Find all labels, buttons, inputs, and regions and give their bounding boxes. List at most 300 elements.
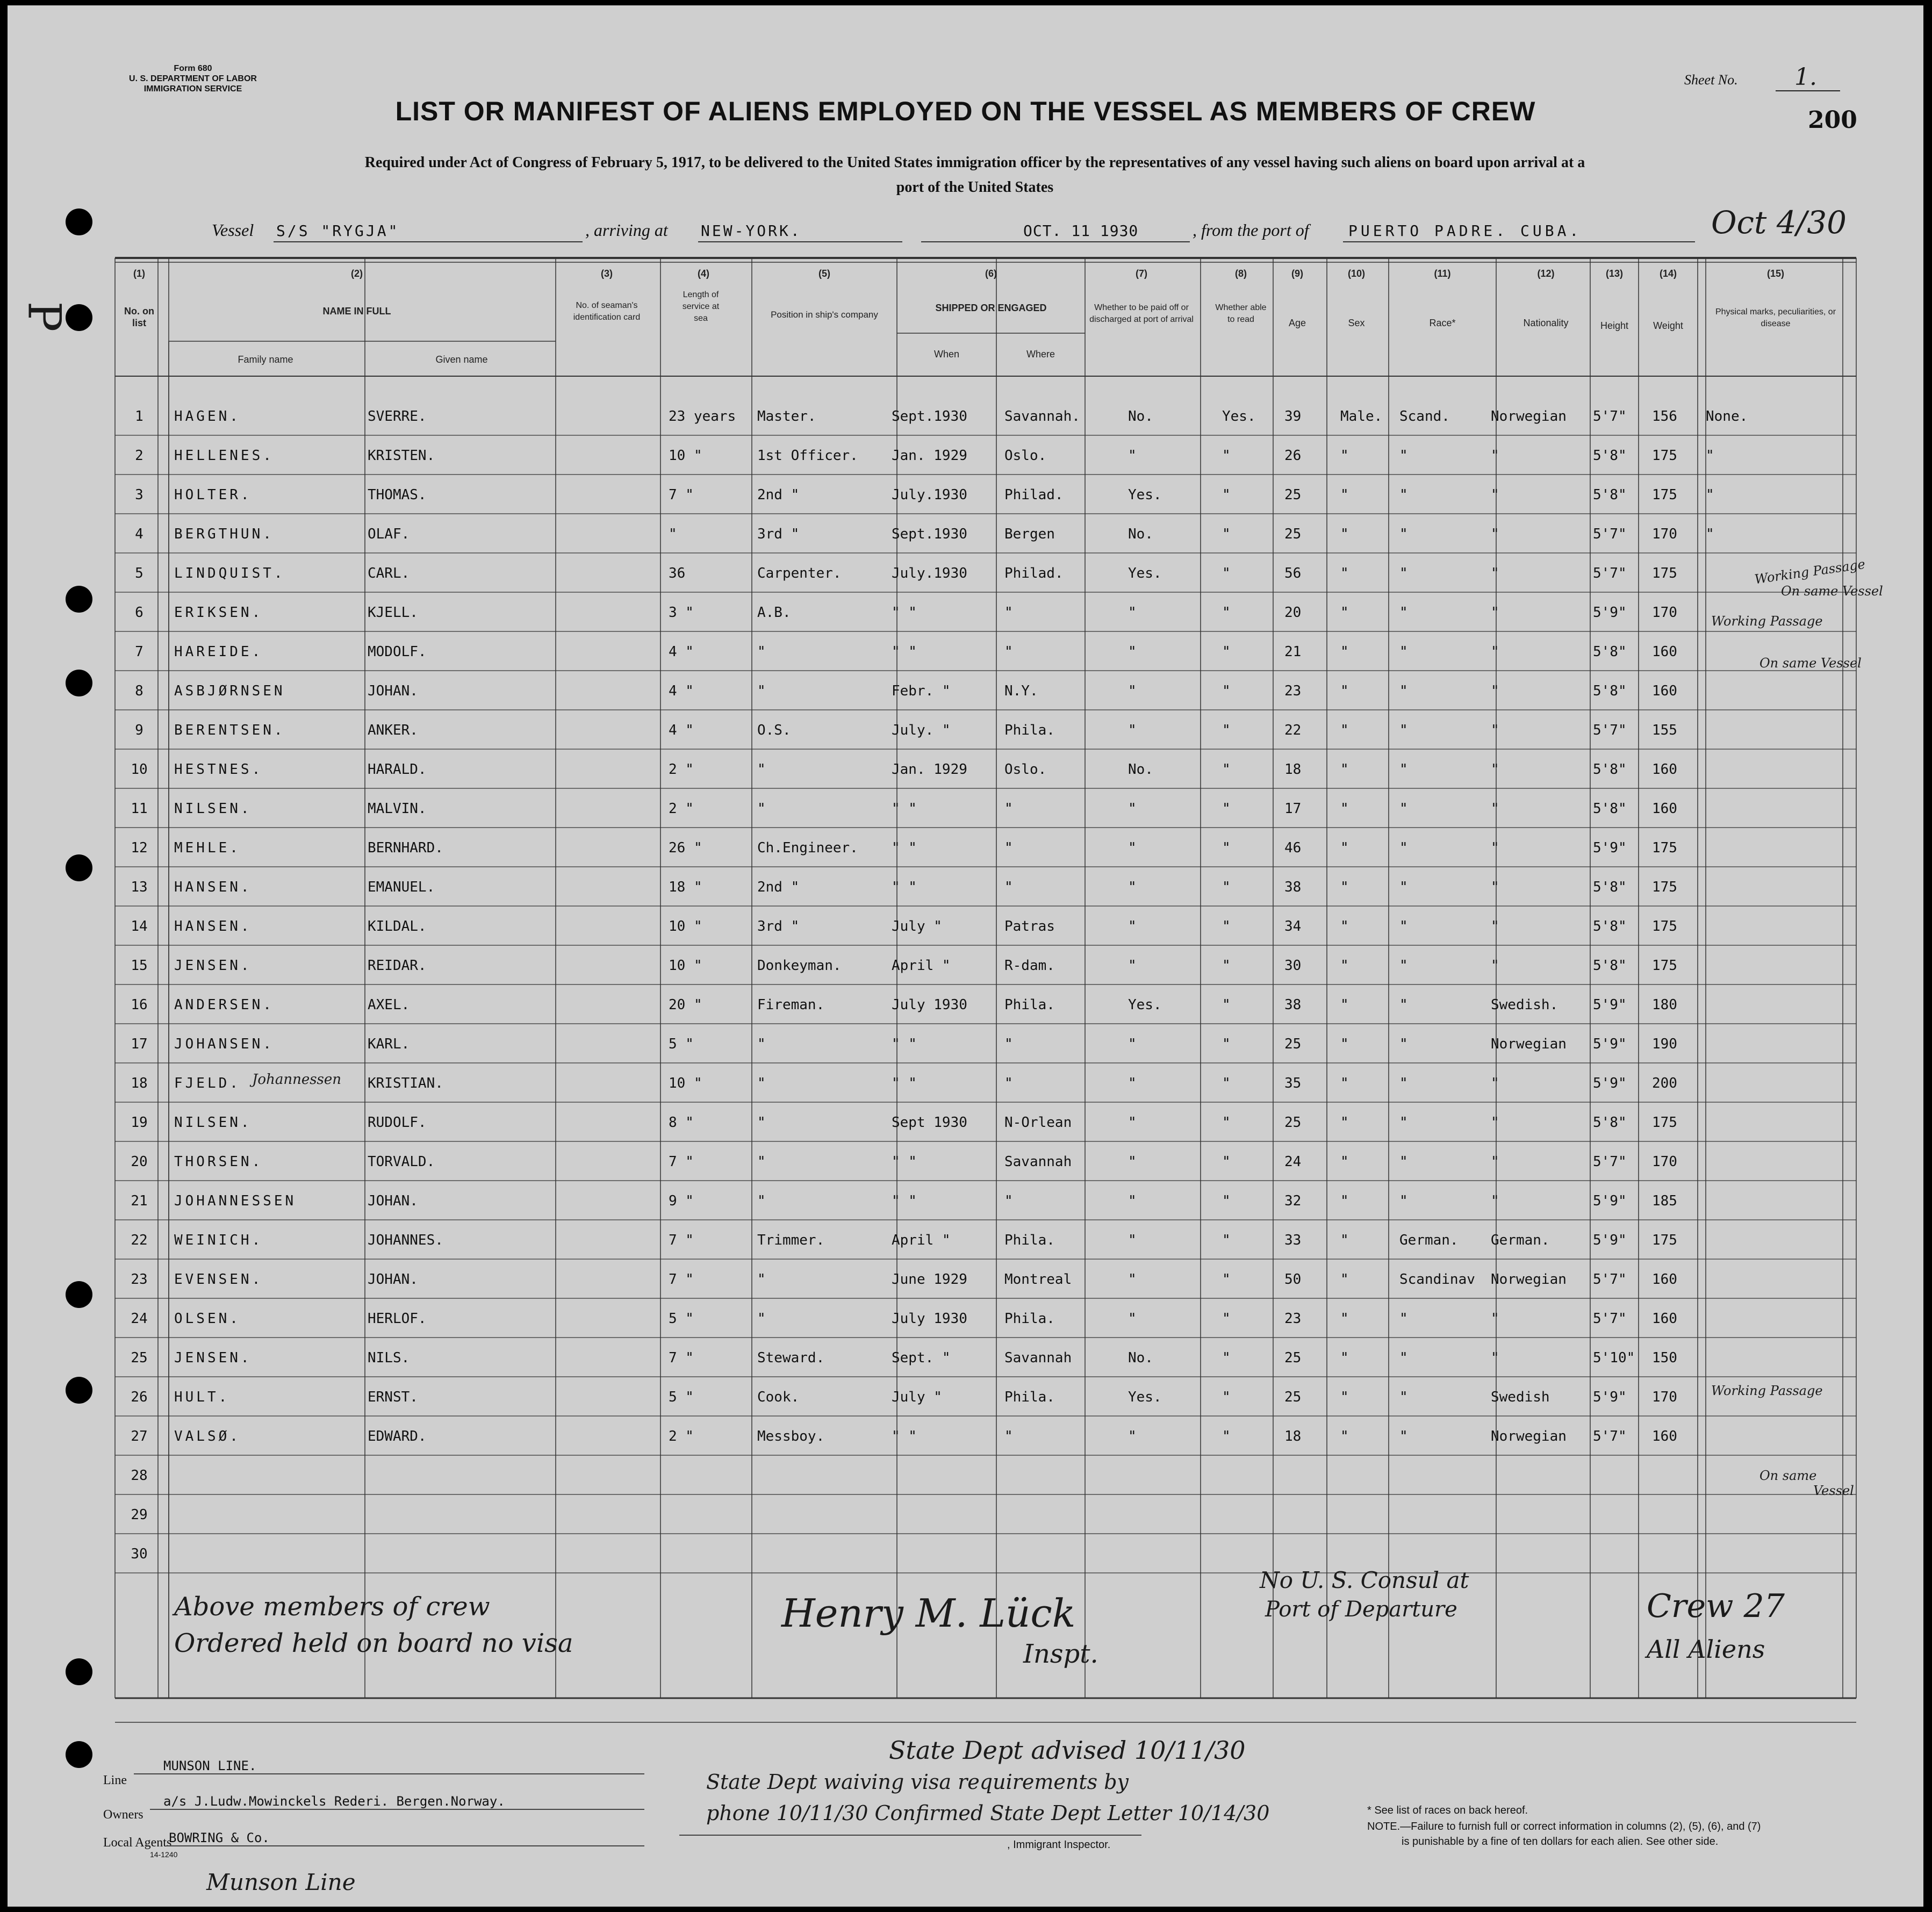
weight-cell: 175	[1652, 840, 1677, 856]
family-name-cell: HAREIDE.	[174, 644, 263, 660]
shipped-where-cell: Phila.	[1004, 722, 1055, 738]
height-cell: 5'7"	[1593, 1428, 1627, 1444]
able-to-read-cell: "	[1222, 801, 1231, 817]
col3-num: (3)	[601, 268, 613, 279]
position-cell: "	[757, 1311, 766, 1327]
race-cell: Scand.	[1399, 408, 1450, 425]
row-number: 15	[131, 958, 148, 974]
weight-cell: 175	[1652, 958, 1677, 974]
shipped-where-cell: "	[1004, 1036, 1013, 1052]
nationality-cell: "	[1491, 1075, 1499, 1091]
height-cell: 5'8"	[1593, 448, 1627, 464]
handwritten-date: Oct 4/30	[1711, 204, 1847, 241]
shipped-when-cell: " "	[892, 840, 917, 856]
age-cell: 35	[1284, 1075, 1302, 1091]
owners-value: a/s J.Ludw.Mowinckels Rederi. Bergen.Norway.	[163, 1794, 505, 1809]
agents-label: Local Agents	[103, 1836, 172, 1850]
col12-num: (12)	[1537, 268, 1555, 279]
shipped-when-cell: Sept 1930	[892, 1115, 967, 1131]
shipped-where-cell: "	[1004, 605, 1013, 621]
given-name-cell: EDWARD.	[368, 1428, 427, 1444]
position-cell: 1st Officer.	[757, 448, 858, 464]
weight-cell: 170	[1652, 1154, 1677, 1170]
height-cell: 5'8"	[1593, 918, 1627, 935]
position-cell: Ch.Engineer.	[757, 840, 858, 856]
age-cell: 50	[1284, 1271, 1302, 1288]
able-to-read-cell: "	[1222, 605, 1231, 621]
position-cell: Fireman.	[757, 997, 825, 1013]
weight-cell: 170	[1652, 526, 1677, 542]
subtitle-line: Required under Act of Congress of February 5, 1917, to be delivered to the United States immigration officer by the representatives of any vessel having such aliens on board upon arrival at a	[364, 154, 1585, 171]
race-cell: "	[1399, 958, 1408, 974]
age-cell: 38	[1284, 879, 1302, 895]
handwritten-note-line2: Ordered held on board no visa	[174, 1628, 573, 1658]
row-number: 2	[135, 448, 143, 464]
weight-cell: 160	[1652, 761, 1677, 778]
row-number: 8	[135, 683, 143, 699]
age-cell: 23	[1284, 1311, 1302, 1327]
shipped-where-cell: Savannah	[1004, 1154, 1072, 1170]
paid-off-cell: "	[1128, 683, 1137, 699]
service-length-cell: 7 "	[669, 1271, 694, 1288]
row-number: 25	[131, 1350, 148, 1366]
position-cell: 2nd "	[757, 879, 800, 895]
position-cell: "	[757, 761, 766, 778]
col9-num: (9)	[1291, 268, 1303, 279]
race-cell: "	[1399, 1350, 1408, 1366]
shipped-when-cell: July "	[892, 918, 942, 935]
height-cell: 5'7"	[1593, 722, 1627, 738]
weight-cell: 175	[1652, 879, 1677, 895]
sex-cell: "	[1340, 565, 1349, 581]
paid-off-cell: "	[1128, 644, 1137, 660]
age-cell: 25	[1284, 1389, 1302, 1405]
sex-cell: "	[1340, 1389, 1349, 1405]
service-length-cell: 23 years	[669, 408, 736, 425]
shipped-when-cell: " "	[892, 879, 917, 895]
height-cell: 5'8"	[1593, 801, 1627, 817]
age-cell: 32	[1284, 1193, 1302, 1209]
family-name-cell: BERGTHUN.	[174, 526, 274, 542]
physical-marks-cell: "	[1706, 487, 1714, 503]
position-cell: Master.	[757, 408, 816, 425]
owners-label: Owners	[103, 1808, 143, 1822]
shipped-when-cell: July "	[892, 1389, 942, 1405]
able-to-read-cell: "	[1222, 683, 1231, 699]
service-length-cell: 7 "	[669, 1154, 694, 1170]
handwritten-crew-count: Crew 27	[1647, 1587, 1785, 1625]
service-length-cell: 3 "	[669, 605, 694, 621]
age-cell: 22	[1284, 722, 1302, 738]
paid-off-cell: "	[1128, 1271, 1137, 1288]
position-cell: Donkeyman.	[757, 958, 842, 974]
shipped-where-cell: "	[1004, 1428, 1013, 1444]
sex-cell: "	[1340, 958, 1349, 974]
height-cell: 5'9"	[1593, 840, 1627, 856]
given-name-cell: NILS.	[368, 1350, 410, 1366]
able-to-read-cell: Yes.	[1222, 408, 1256, 425]
height-cell: 5'8"	[1593, 761, 1627, 778]
family-name-cell: ERIKSEN.	[174, 605, 263, 621]
sex-cell: "	[1340, 1036, 1349, 1052]
col11-num: (11)	[1434, 268, 1451, 279]
physical-marks-cell: "	[1706, 448, 1714, 464]
from-port-label: , from the port of	[1193, 220, 1309, 240]
col15-num: (15)	[1766, 268, 1784, 279]
row-number: 30	[131, 1546, 148, 1562]
weight-cell: 175	[1652, 487, 1677, 503]
service-length-cell: 2 "	[669, 801, 694, 817]
nationality-cell: "	[1491, 644, 1499, 660]
col8-num: (8)	[1235, 268, 1247, 279]
family-name-cell: FJELD.	[174, 1075, 241, 1091]
shipped-where-cell: Philad.	[1004, 487, 1064, 503]
able-to-read-cell: "	[1222, 958, 1231, 974]
position-cell: "	[757, 1036, 766, 1052]
from-port: PUERTO PADRE. CUBA.	[1348, 222, 1582, 240]
family-name-cell: NILSEN.	[174, 801, 252, 817]
col6-num: (6)	[985, 268, 997, 279]
service-length-cell: 10 "	[669, 1075, 702, 1091]
race-cell: "	[1399, 644, 1408, 660]
given-name-cell: KJELL.	[368, 605, 418, 621]
family-name-cell: JENSEN.	[174, 958, 252, 974]
position-cell: Steward.	[757, 1350, 825, 1366]
handwritten-mark-row5-b: On same Vessel	[1781, 584, 1883, 599]
family-name-cell: EVENSEN.	[174, 1271, 263, 1288]
paid-off-cell: "	[1128, 1232, 1137, 1248]
race-cell: "	[1399, 918, 1408, 935]
given-name-cell: KARL.	[368, 1036, 410, 1052]
shipped-where-cell: Bergen	[1004, 526, 1055, 542]
sex-cell: "	[1340, 526, 1349, 542]
fine-note-line1: NOTE.—Failure to furnish full or correct information in columns (2), (5), (6), and (7)	[1367, 1821, 1761, 1832]
service-length-cell: 2 "	[669, 761, 694, 778]
height-cell: 5'9"	[1593, 1389, 1627, 1405]
shipped-when-cell: " "	[892, 605, 917, 621]
given-name-cell: THOMAS.	[368, 487, 427, 503]
col11-label: Race*	[1429, 318, 1456, 328]
row-number: 9	[135, 722, 143, 738]
col7-label: Whether to be paid off or discharged at port of arrival	[1089, 303, 1194, 324]
able-to-read-cell: "	[1222, 1036, 1231, 1052]
row-number: 23	[131, 1271, 148, 1288]
paid-off-cell: "	[1128, 448, 1137, 464]
nationality-cell: "	[1491, 683, 1499, 699]
able-to-read-cell: "	[1222, 997, 1231, 1013]
sex-cell: "	[1340, 722, 1349, 738]
age-cell: 24	[1284, 1154, 1302, 1170]
race-cell: Scandinav	[1399, 1271, 1475, 1288]
shipped-when-cell: " "	[892, 1036, 917, 1052]
sex-cell: "	[1340, 1350, 1349, 1366]
position-cell: Cook.	[757, 1389, 800, 1405]
nationality-cell: Norwegian	[1491, 408, 1567, 425]
nationality-cell: "	[1491, 761, 1499, 778]
age-cell: 25	[1284, 1115, 1302, 1131]
race-cell: "	[1399, 722, 1408, 738]
family-name-cell: HULT.	[174, 1389, 230, 1405]
given-name-cell: TORVALD.	[368, 1154, 435, 1170]
row-number: 10	[131, 761, 148, 778]
given-name-cell: JOHANNES.	[368, 1232, 443, 1248]
weight-cell: 175	[1652, 565, 1677, 581]
shipped-when-cell: " "	[892, 1193, 917, 1209]
line-value: MUNSON LINE.	[163, 1758, 257, 1773]
weight-cell: 185	[1652, 1193, 1677, 1209]
col4-label: Length of service at sea	[682, 290, 720, 323]
age-cell: 56	[1284, 565, 1302, 581]
weight-cell: 160	[1652, 1271, 1677, 1288]
handwritten-mark-row26-a: On same	[1759, 1468, 1817, 1483]
shipped-where-cell: Phila.	[1004, 1232, 1055, 1248]
row-number: 26	[131, 1389, 148, 1405]
weight-cell: 160	[1652, 1311, 1677, 1327]
col2-given-label: Given name	[435, 354, 488, 365]
subtitle-line: port of the United States	[896, 179, 1054, 196]
family-name-cell: BERENTSEN.	[174, 722, 285, 738]
able-to-read-cell: "	[1222, 1193, 1231, 1209]
able-to-read-cell: "	[1222, 644, 1231, 660]
age-cell: 30	[1284, 958, 1302, 974]
position-cell: 2nd "	[757, 487, 800, 503]
owners-underline	[150, 1809, 644, 1810]
able-to-read-cell: "	[1222, 761, 1231, 778]
paid-off-cell: "	[1128, 918, 1137, 935]
paid-off-cell: No.	[1128, 761, 1153, 778]
position-cell: A.B.	[757, 605, 791, 621]
position-cell: "	[757, 1154, 766, 1170]
given-name-cell: JOHAN.	[368, 1271, 418, 1288]
nationality-cell: "	[1491, 1115, 1499, 1131]
able-to-read-cell: "	[1222, 526, 1231, 542]
paid-off-cell: No.	[1128, 1350, 1153, 1366]
vessel-label: Vessel	[212, 220, 254, 240]
row-number: 21	[131, 1193, 148, 1209]
row-number: 1	[135, 408, 143, 425]
inspector-label: , Immigrant Inspector.	[1007, 1839, 1111, 1851]
service-name: IMMIGRATION SERVICE	[143, 84, 242, 94]
height-cell: 5'8"	[1593, 644, 1627, 660]
col5-label: Position in ship's company	[771, 310, 878, 320]
family-name-cell: JOHANNESSEN	[174, 1193, 297, 1209]
given-name-cell: MALVIN.	[368, 801, 427, 817]
height-cell: 5'7"	[1593, 1271, 1627, 1288]
race-cell: "	[1399, 1311, 1408, 1327]
family-name-cell: HANSEN.	[174, 879, 252, 895]
manifest-sheet	[8, 5, 1923, 1907]
row-number: 4	[135, 526, 143, 542]
given-name-cell: AXEL.	[368, 997, 410, 1013]
handwritten-consul-line1: No U. S. Consul at	[1260, 1567, 1469, 1593]
given-name-cell: OLAF.	[368, 526, 410, 542]
height-cell: 5'7"	[1593, 408, 1627, 425]
sex-cell: "	[1340, 644, 1349, 660]
side-mark: P	[18, 301, 71, 332]
paid-off-cell: "	[1128, 801, 1137, 817]
race-cell: "	[1399, 1075, 1408, 1091]
family-name-cell: HESTNES.	[174, 761, 263, 778]
shipped-where-cell: N-Orlean	[1004, 1115, 1072, 1131]
given-name-cell: HERLOF.	[368, 1311, 427, 1327]
inspector-title: Inspt.	[1023, 1639, 1098, 1669]
service-length-cell: 8 "	[669, 1115, 694, 1131]
nationality-cell: "	[1491, 918, 1499, 935]
col15-label: Physical marks, peculiarities, or disease	[1715, 307, 1836, 328]
physical-marks-cell: "	[1706, 526, 1714, 542]
able-to-read-cell: "	[1222, 840, 1231, 856]
sex-cell: "	[1340, 879, 1349, 895]
col10-num: (10)	[1347, 268, 1365, 279]
fine-note-line2: is punishable by a fine of ten dollars for each alien. See other side.	[1402, 1836, 1719, 1848]
nationality-cell: "	[1491, 1193, 1499, 1209]
race-cell: "	[1399, 840, 1408, 856]
handwritten-state-line3: phone 10/11/30 Confirmed State Dept Letter 10/14/30	[706, 1801, 1270, 1825]
shipped-when-cell: June 1929	[892, 1271, 967, 1288]
paid-off-cell: "	[1128, 722, 1137, 738]
row-number: 12	[131, 840, 148, 856]
paid-off-cell: No.	[1128, 408, 1153, 425]
age-cell: 26	[1284, 448, 1302, 464]
family-name-cell: THORSEN.	[174, 1154, 263, 1170]
height-cell: 5'7"	[1593, 526, 1627, 542]
weight-cell: 160	[1652, 1428, 1677, 1444]
service-length-cell: 10 "	[669, 918, 702, 935]
line-label: Line	[103, 1773, 127, 1787]
inspector-signature-line	[679, 1835, 1141, 1836]
shipped-where-cell: N.Y.	[1004, 683, 1038, 699]
handwritten-mark-row7: On same Vessel	[1759, 656, 1862, 671]
shipped-when-cell: " "	[892, 644, 917, 660]
shipped-when-cell: Sept.1930	[892, 526, 967, 542]
col7-num: (7)	[1136, 268, 1147, 279]
row-number: 19	[131, 1115, 148, 1131]
sex-cell: "	[1340, 1115, 1349, 1131]
row-number: 13	[131, 879, 148, 895]
age-cell: 25	[1284, 487, 1302, 503]
able-to-read-cell: "	[1222, 448, 1231, 464]
shipped-where-cell: "	[1004, 1075, 1013, 1091]
handwritten-mark-row24: Working Passage	[1711, 1383, 1823, 1398]
position-cell: Messboy.	[757, 1428, 825, 1444]
col3-label: No. of seaman's identification card	[573, 301, 641, 322]
row-number: 6	[135, 605, 143, 621]
handwritten-row21-correction: Johannessen	[252, 1072, 342, 1088]
weight-cell: 160	[1652, 644, 1677, 660]
row-number: 22	[131, 1232, 148, 1248]
height-cell: 5'9"	[1593, 605, 1627, 621]
race-cell: "	[1399, 1036, 1408, 1052]
given-name-cell: ERNST.	[368, 1389, 418, 1405]
age-cell: 33	[1284, 1232, 1302, 1248]
sex-cell: "	[1340, 1232, 1349, 1248]
shipped-when-cell: Jan. 1929	[892, 761, 967, 778]
paid-off-cell: "	[1128, 1036, 1137, 1052]
handwritten-mark-row5-a: Working Passage	[1754, 556, 1866, 587]
height-cell: 5'7"	[1593, 1154, 1627, 1170]
able-to-read-cell: "	[1222, 918, 1231, 935]
given-name-cell: MODOLF.	[368, 644, 427, 660]
service-length-cell: "	[669, 526, 677, 542]
handwritten-bottom-line: Munson Line	[206, 1869, 356, 1895]
age-cell: 25	[1284, 1036, 1302, 1052]
shipped-where-cell: "	[1004, 840, 1013, 856]
position-cell: 3rd "	[757, 526, 800, 542]
col8-label: Whether able to read	[1215, 303, 1267, 324]
row-number: 28	[131, 1468, 148, 1484]
race-cell: "	[1399, 683, 1408, 699]
age-cell: 18	[1284, 761, 1302, 778]
race-cell: "	[1399, 801, 1408, 817]
given-name-cell: RUDOLF.	[368, 1115, 427, 1131]
service-length-cell: 4 "	[669, 683, 694, 699]
shipped-where-cell: Philad.	[1004, 565, 1064, 581]
service-length-cell: 7 "	[669, 487, 694, 503]
row-number: 7	[135, 644, 143, 660]
family-name-cell: JENSEN.	[174, 1350, 252, 1366]
age-cell: 18	[1284, 1428, 1302, 1444]
shipped-when-cell: April "	[892, 1232, 951, 1248]
race-cell: "	[1399, 761, 1408, 778]
row-number: 27	[131, 1428, 148, 1444]
service-length-cell: 10 "	[669, 448, 702, 464]
shipped-where-cell: Phila.	[1004, 1311, 1055, 1327]
paid-off-cell: "	[1128, 1115, 1137, 1131]
shipped-when-cell: Febr. "	[892, 683, 951, 699]
position-cell: "	[757, 1193, 766, 1209]
height-cell: 5'7"	[1593, 565, 1627, 581]
height-cell: 5'8"	[1593, 958, 1627, 974]
nationality-cell: "	[1491, 1350, 1499, 1366]
able-to-read-cell: "	[1222, 565, 1231, 581]
sex-cell: "	[1340, 448, 1349, 464]
service-length-cell: 7 "	[669, 1232, 694, 1248]
sex-cell: "	[1340, 997, 1349, 1013]
able-to-read-cell: "	[1222, 1350, 1231, 1366]
shipped-when-cell: Jan. 1929	[892, 448, 967, 464]
paid-off-cell: "	[1128, 1075, 1137, 1091]
given-name-cell: JOHAN.	[368, 1193, 418, 1209]
sex-cell: "	[1340, 1075, 1349, 1091]
nationality-cell: "	[1491, 879, 1499, 895]
sex-cell: Male.	[1340, 408, 1383, 425]
shipped-where-cell: Montreal	[1004, 1271, 1072, 1288]
shipped-when-cell: " "	[892, 1428, 917, 1444]
race-cell: "	[1399, 879, 1408, 895]
nationality-cell: German.	[1491, 1232, 1550, 1248]
shipped-when-cell: July.1930	[892, 565, 967, 581]
col2-num: (2)	[351, 268, 363, 279]
age-cell: 17	[1284, 801, 1302, 817]
shipped-where-cell: "	[1004, 879, 1013, 895]
nationality-cell: "	[1491, 605, 1499, 621]
age-cell: 20	[1284, 605, 1302, 621]
nationality-cell: Swedish	[1491, 1389, 1550, 1405]
row-number: 18	[131, 1075, 148, 1091]
sex-cell: "	[1340, 1428, 1349, 1444]
given-name-cell: REIDAR.	[368, 958, 427, 974]
family-name-cell: LINDQUIST.	[174, 565, 285, 581]
family-name-cell: HANSEN.	[174, 918, 252, 935]
nationality-cell: Norwegian	[1491, 1428, 1567, 1444]
shipped-where-cell: Oslo.	[1004, 448, 1047, 464]
race-cell: "	[1399, 448, 1408, 464]
able-to-read-cell: "	[1222, 1115, 1231, 1131]
service-length-cell: 2 "	[669, 1428, 694, 1444]
height-cell: 5'9"	[1593, 1075, 1627, 1091]
paid-off-cell: "	[1128, 1311, 1137, 1327]
service-length-cell: 26 "	[669, 840, 702, 856]
